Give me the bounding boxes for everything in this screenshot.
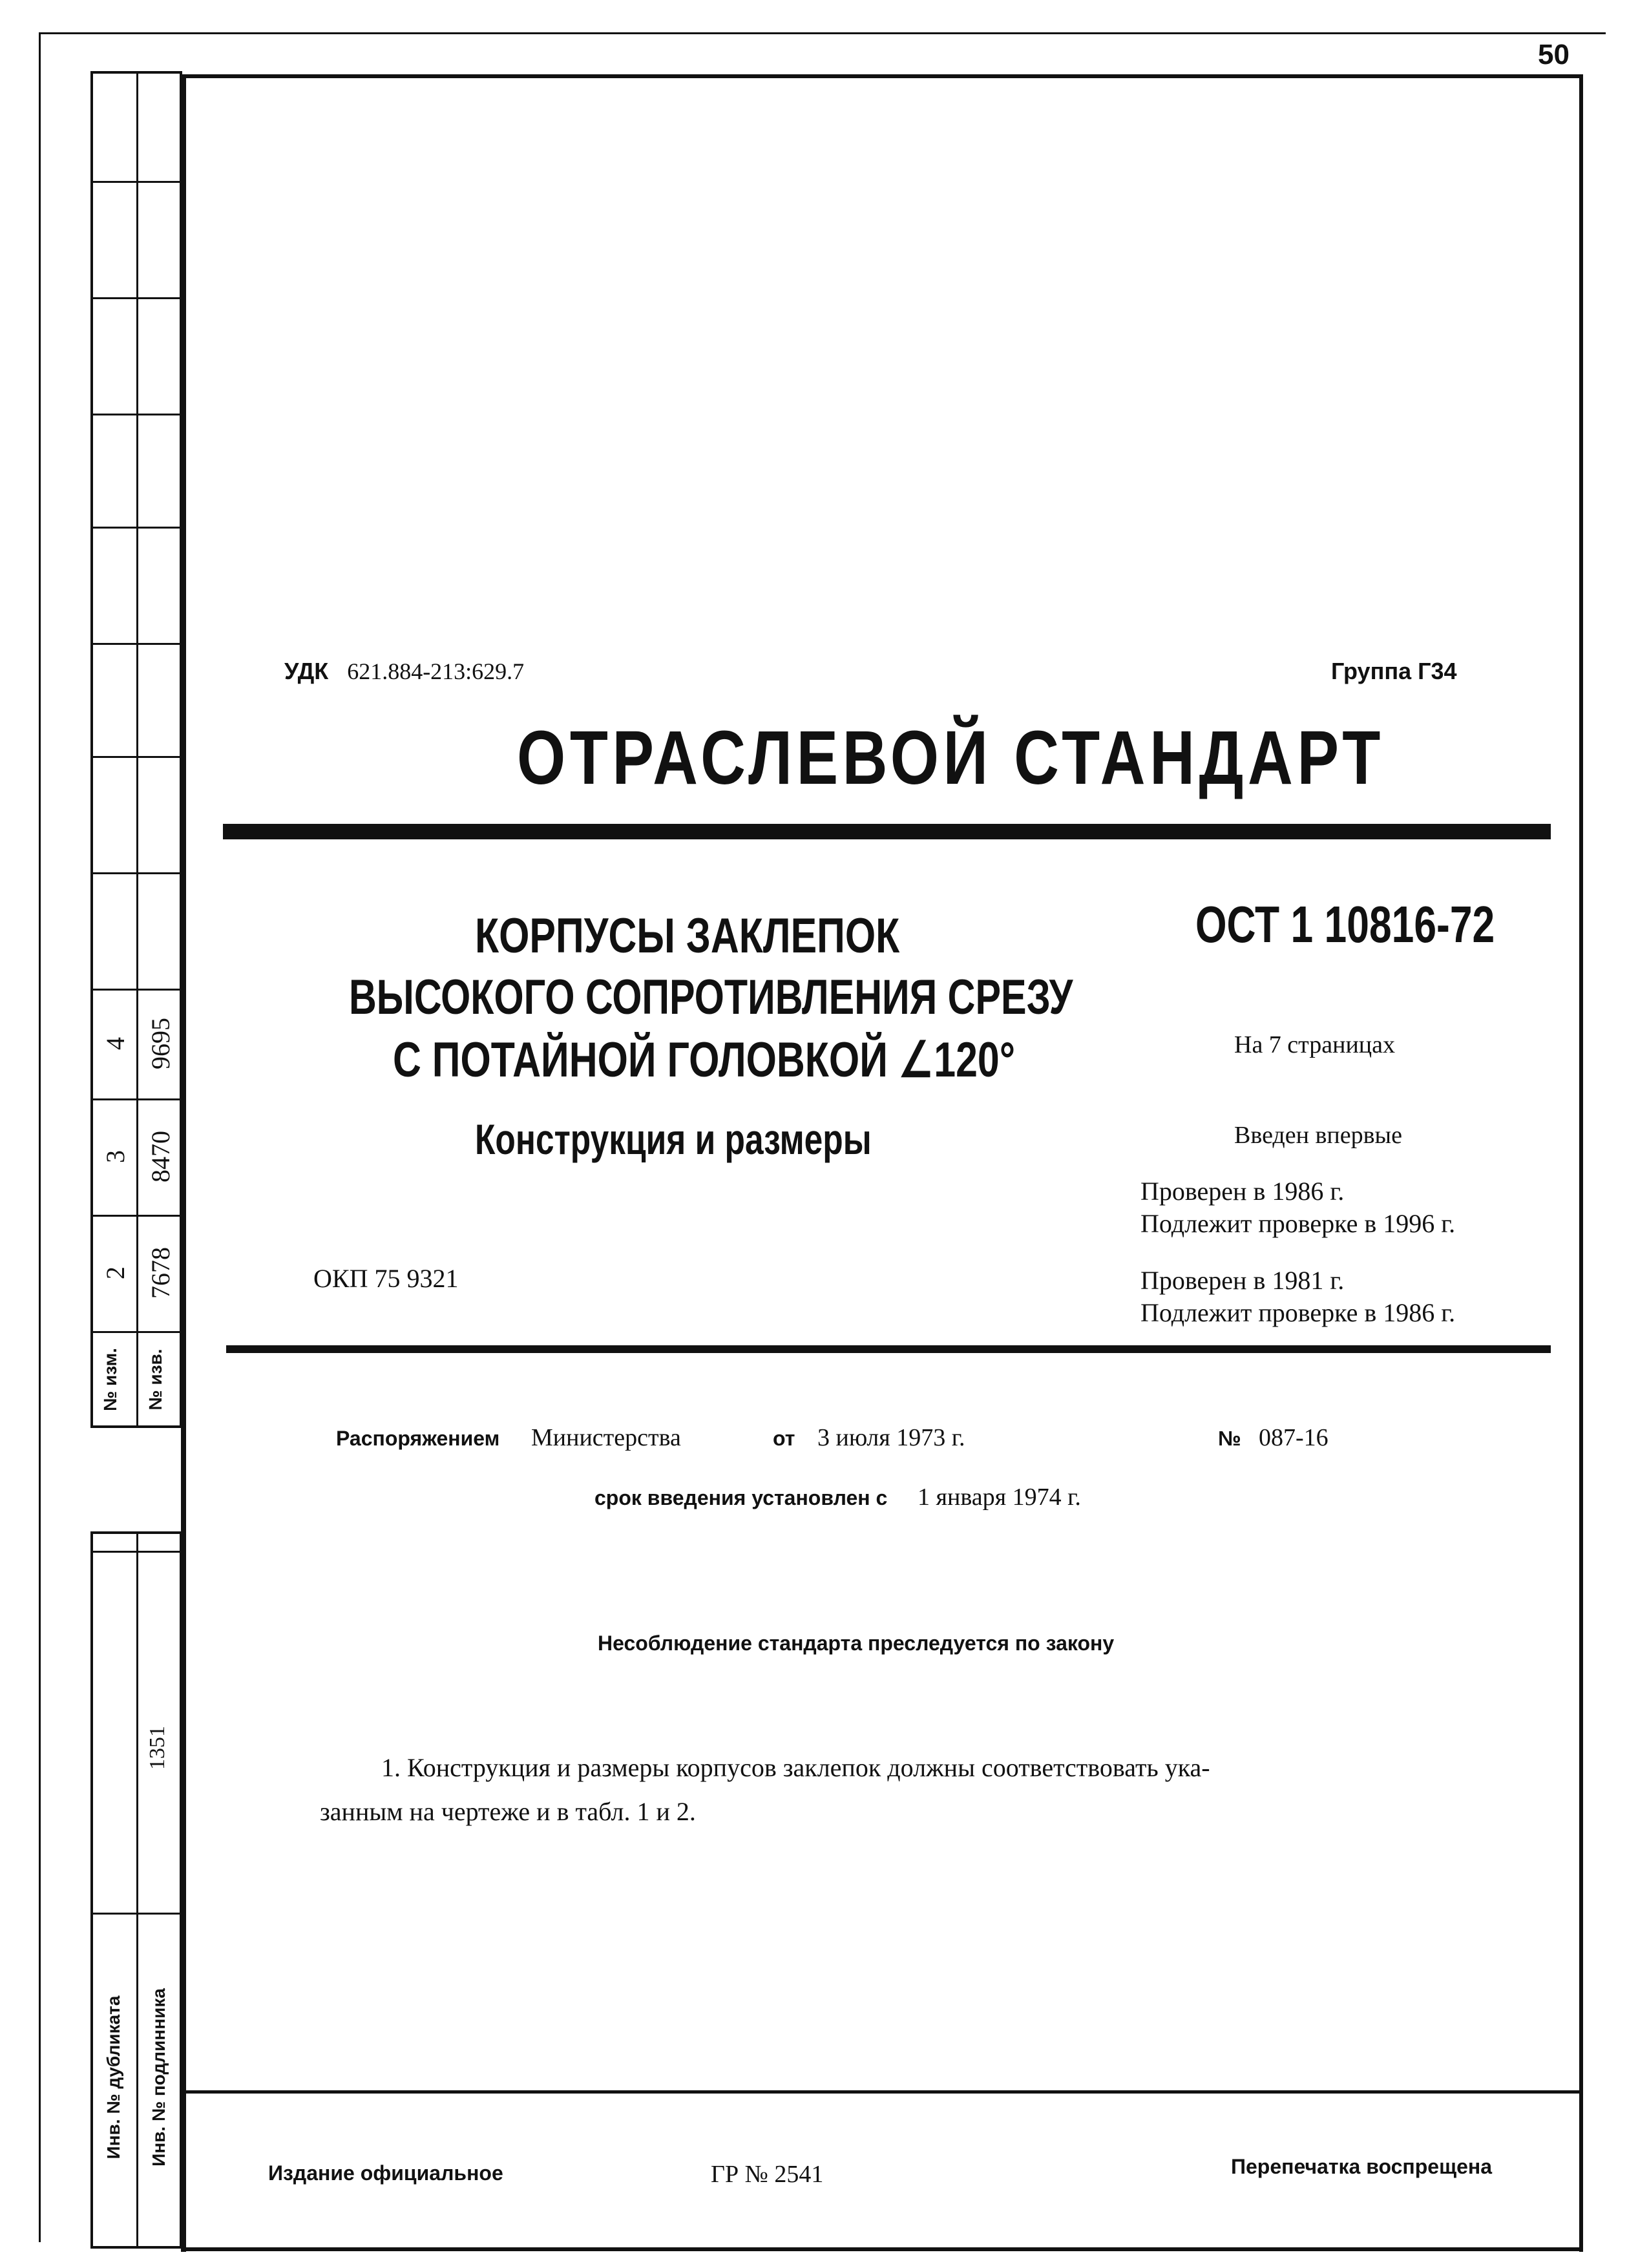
- next-check-1996: Подлежит проверке в 1996 г.: [1140, 1209, 1456, 1238]
- order-date-label: от: [773, 1427, 795, 1450]
- footer-gr: ГР № 2541: [711, 2161, 824, 2188]
- main-frame-right: [1579, 74, 1583, 2252]
- footer-divider: [181, 2090, 1583, 2094]
- order-number-label: №: [1218, 1427, 1241, 1450]
- order-label: Распоряжением: [336, 1427, 500, 1450]
- stamp-change-num: 4: [101, 1037, 130, 1050]
- title-thick-rule: [223, 824, 1551, 839]
- stamp-row-line: [90, 756, 182, 758]
- stamp-row-line: [90, 181, 182, 183]
- effective-date: 1 января 1974 г.: [918, 1484, 1081, 1511]
- stamp-change-notice: 7678: [146, 1247, 175, 1299]
- stamp-change-notice: 8470: [146, 1131, 175, 1182]
- stamp-row-line: [90, 527, 182, 529]
- stamp-change-notice: 9695: [146, 1018, 175, 1069]
- page-number: 50: [1538, 39, 1570, 70]
- body-paragraph-line-1: 1. Конструкция и размеры корпусов заклепок должны соответствовать ука-: [381, 1753, 1210, 1782]
- standard-number: ОСТ 1 10816-72: [1195, 896, 1495, 953]
- effective-label: срок введения установлен с: [594, 1486, 888, 1509]
- main-title: ОТРАСЛЕВОЙ СТАНДАРТ: [517, 715, 1385, 801]
- stamp-change-num: 3: [101, 1150, 130, 1163]
- stamp-row-line: [90, 1913, 182, 1915]
- stamp-row-line: [90, 1098, 182, 1100]
- side-stamp-upper-divider: [136, 71, 138, 1428]
- stamp-changes-header: № изм.: [100, 1348, 120, 1411]
- check-1981: Проверен в 1981 г.: [1140, 1266, 1345, 1295]
- stamp-row-line: [90, 1331, 182, 1333]
- udk-line: [284, 658, 524, 685]
- introduced-note: Введен впервые: [1234, 1122, 1402, 1149]
- stamp-original-label: Инв. № подлинника: [149, 1988, 169, 2167]
- body-paragraph-line-2: занным на чертеже и в табл. 1 и 2.: [320, 1797, 696, 1826]
- stamp-change-num: 2: [101, 1266, 130, 1279]
- group-code: Группа Г34: [1331, 658, 1457, 684]
- footer-edition: Издание официальное: [268, 2161, 503, 2185]
- legal-notice: Несоблюдение стандарта преследуется по закону: [598, 1632, 1115, 1655]
- outer-frame-top: [39, 32, 1606, 34]
- outer-frame-left: [39, 32, 41, 2242]
- header-bottom-rule: [226, 1345, 1551, 1353]
- footer-reprint: Перепечатка воспрещена: [1231, 2155, 1492, 2178]
- doc-title-line-2: ВЫСОКОГО СОПРОТИВЛЕНИЯ СРЕЗУ: [349, 970, 1073, 1025]
- check-1986: Проверен в 1986 г.: [1140, 1177, 1345, 1206]
- doc-subtitle: Конструкция и размеры: [475, 1115, 872, 1163]
- order-number: 087-16: [1259, 1424, 1329, 1451]
- stamp-row-line: [90, 1551, 182, 1553]
- pages-info: На 7 страницах: [1234, 1031, 1395, 1058]
- order-date: 3 июля 1973 г.: [817, 1424, 965, 1451]
- main-frame-bottom: [181, 2247, 1583, 2251]
- stamp-row-line: [90, 989, 182, 991]
- stamp-notices-header: № изв.: [145, 1349, 165, 1411]
- doc-title-line-3: С ПОТАЙНОЙ ГОЛОВКОЙ ∠120°: [393, 1033, 1016, 1087]
- udk-label: УДК: [284, 658, 329, 684]
- doc-title-line-1: КОРПУСЫ ЗАКЛЕПОК: [475, 908, 900, 963]
- main-frame-top: [181, 74, 1583, 78]
- stamp-row-line: [90, 1215, 182, 1217]
- order-ministry: Министерства: [531, 1424, 681, 1451]
- okp-code: ОКП 75 9321: [313, 1264, 459, 1293]
- udk-value: 621.884-213:629.7: [347, 658, 525, 684]
- side-stamp-lower-divider: [136, 1531, 138, 2249]
- next-check-1986: Подлежит проверке в 1986 г.: [1140, 1298, 1456, 1327]
- stamp-row-line: [90, 872, 182, 874]
- stamp-row-line: [90, 297, 182, 299]
- stamp-original-inv: 1351: [145, 1726, 169, 1770]
- stamp-duplicate-label: Инв. № дубликата: [103, 1995, 123, 2159]
- stamp-row-line: [90, 414, 182, 415]
- stamp-row-line: [90, 643, 182, 645]
